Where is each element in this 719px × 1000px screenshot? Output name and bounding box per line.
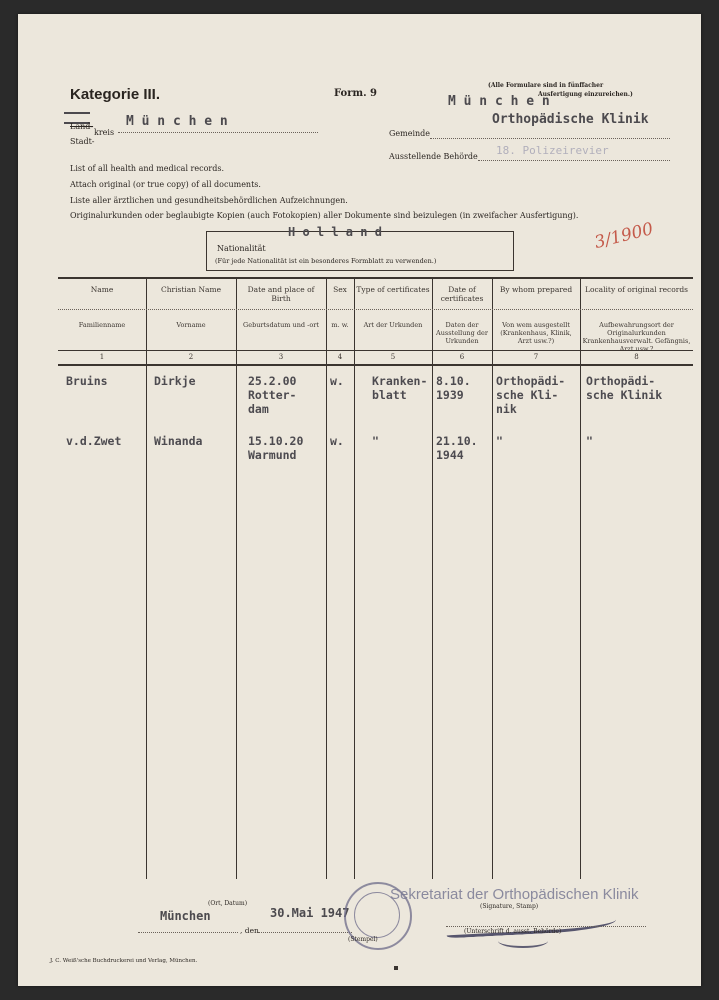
cell-sex: w. xyxy=(330,434,344,448)
nationality-note: (Für jede Nationalität ist ein besonderes Formblatt zu verwenden.) xyxy=(215,257,437,265)
nationality-label: Nationalität xyxy=(217,244,266,253)
header-subdivider xyxy=(58,309,693,310)
table-column-rule xyxy=(326,277,327,879)
behoerde-value: Orthopädische Klinik xyxy=(492,112,649,127)
column-header-de: m. w. xyxy=(331,321,349,329)
column-number: 7 xyxy=(533,353,539,361)
column-header-en: Date and place of Birth xyxy=(247,285,315,303)
cell-type: Kranken- blatt xyxy=(372,374,428,402)
column-header-de: Daten der Ausstellung der Urkunden xyxy=(436,321,488,345)
cell-by-whom: Orthopädi- sche Kli- nik xyxy=(496,374,566,416)
column-header-de: Vorname xyxy=(176,321,206,329)
cell-locality: " xyxy=(586,434,593,448)
table-top-rule xyxy=(58,277,693,279)
handwritten-number: 3/1900 xyxy=(592,219,656,253)
kreis-label: kreis xyxy=(94,128,115,137)
table-body-rule xyxy=(58,364,693,366)
gemeinde-value: M ü n c h e n xyxy=(448,94,550,109)
column-number: 1 xyxy=(99,353,105,361)
column-header-de: Von wem ausgestellt (Krankenhaus, Klinik, Arzt usw.?) xyxy=(500,321,572,345)
column-number: 8 xyxy=(634,353,639,361)
category-title: Kategorie III. xyxy=(70,86,161,103)
column-header-en: Type of certificates xyxy=(356,285,430,294)
cell-christian: Winanda xyxy=(154,434,203,448)
form-number: Form. 9 xyxy=(334,88,377,99)
column-number: 3 xyxy=(278,353,284,361)
copies-note-line-2: Ausfertigung einzureichen.) xyxy=(538,91,633,98)
cell-type: " xyxy=(372,434,379,448)
column-number: 6 xyxy=(459,353,465,361)
table-column-rule xyxy=(580,277,581,879)
column-header-de: Geburtsdatum und -ort xyxy=(243,321,319,329)
table-column-rule xyxy=(354,277,355,879)
column-header-de: Art der Urkunden xyxy=(363,321,423,329)
copies-note-line-1: (Alle Formulare sind in fünffacher xyxy=(488,82,604,89)
column-header-en: Date of certificates xyxy=(440,285,484,303)
table-column-rule xyxy=(236,277,237,879)
kreis-value: M ü n c h e n xyxy=(126,114,228,129)
behoerde-dotted-line xyxy=(478,160,670,161)
gemeinde-dotted-line xyxy=(430,138,670,139)
secretary-stamp: Sekretariat der Orthopädischen Klinik xyxy=(390,886,639,903)
cell-birth: 15.10.20 Warmund xyxy=(248,434,304,462)
gemeinde-label: Gemeinde xyxy=(389,129,431,138)
cell-name: v.d.Zwet xyxy=(66,434,122,448)
small-mark xyxy=(394,966,398,970)
nationality-value: H o l l a n d xyxy=(288,225,382,239)
column-header-en: Christian Name xyxy=(160,285,222,294)
column-header-en: Sex xyxy=(333,285,347,294)
column-header-en: Locality of original records xyxy=(584,285,689,294)
faint-police-stamp: 18. Polizeirevier xyxy=(496,144,609,157)
instruction-1: List of all health and medical records. xyxy=(70,164,224,173)
place-value: München xyxy=(160,909,211,923)
column-number: 4 xyxy=(337,353,343,361)
stadt-label: Stadt- xyxy=(70,137,95,146)
date-dotted-line xyxy=(258,932,352,933)
instruction-4: Originalurkunden oder beglaubigte Kopien (auch Fotokopien) aller Dokumente sind beizulegen (in zweifacher Ausfertigung). xyxy=(70,211,579,220)
signature-label: (Signature, Stamp) xyxy=(480,903,539,910)
signature-scribble-2 xyxy=(498,934,548,948)
cell-christian: Dirkje xyxy=(154,374,196,388)
place-date-label: (Ort, Datum) xyxy=(208,900,248,907)
place-dotted-line xyxy=(138,932,238,933)
cell-date: 21.10. 1944 xyxy=(436,434,478,462)
cell-sex: w. xyxy=(330,374,344,388)
column-number: 5 xyxy=(390,353,396,361)
column-number: 2 xyxy=(188,353,194,361)
printer-credit: J. C. Weiß'sche Buchdruckerei und Verlag, München. xyxy=(50,958,198,964)
table-column-rule xyxy=(492,277,493,879)
den-label: , den xyxy=(240,926,259,935)
column-header-de: Aufbewahrungsort der Originalurkunden Krankenhausverwalt. Gefängnis, Arzt usw.? xyxy=(582,321,691,353)
table-column-rule xyxy=(146,277,147,879)
cell-locality: Orthopädi- sche Klinik xyxy=(586,374,663,402)
instruction-2: Attach original (or true copy) of all documents. xyxy=(70,180,261,189)
column-header-en: By whom prepared xyxy=(499,285,573,294)
cell-birth: 25.2.00 Rotter- dam xyxy=(248,374,297,416)
behoerde-label: Ausstellende Behörde xyxy=(389,152,478,161)
land-label: Land- xyxy=(70,122,94,131)
stempel-label: (Stempel) xyxy=(348,936,378,943)
date-value: 30.Mai 1947 xyxy=(270,906,350,920)
cell-date: 8.10. 1939 xyxy=(436,374,471,402)
signature-dotted-line xyxy=(446,926,646,927)
form-sheet xyxy=(18,14,701,986)
cell-by-whom: " xyxy=(496,434,503,448)
kreis-dotted-line xyxy=(118,132,318,133)
cell-name: Bruins xyxy=(66,374,108,388)
unterschrift-label: (Unterschrift d. ausst. Behörde) xyxy=(464,928,562,935)
column-header-de: Familienname xyxy=(78,321,126,329)
instruction-3: Liste aller ärztlichen und gesundheitsbehördlichen Aufzeichnungen. xyxy=(70,196,348,205)
column-header-en: Name xyxy=(90,285,114,294)
table-column-rule xyxy=(432,277,433,879)
